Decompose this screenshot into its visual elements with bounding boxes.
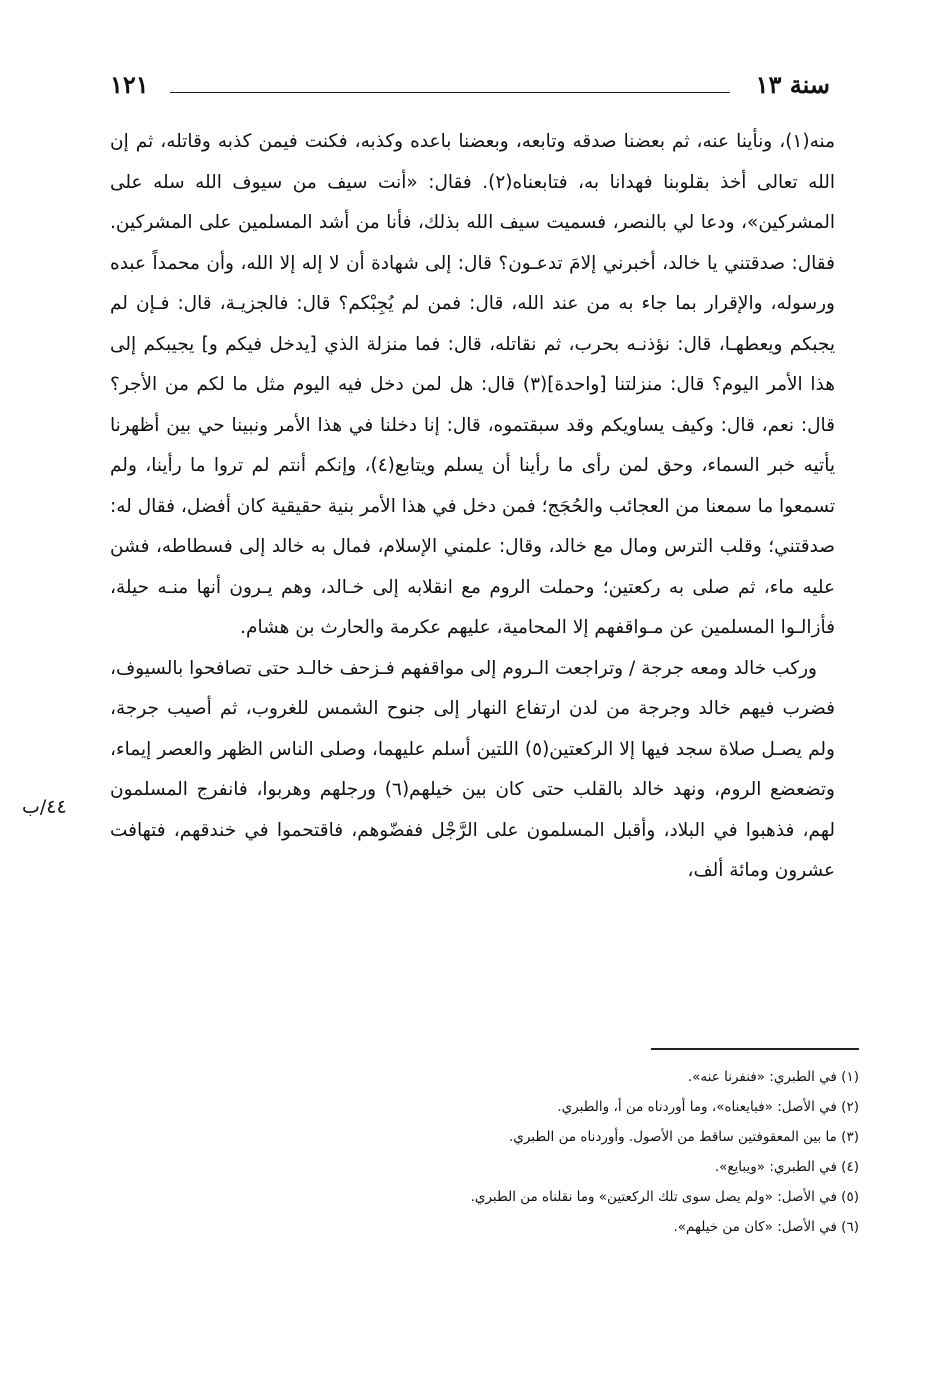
- footnote-6: (٦) في الأصل: «كان من خيلهم».: [673, 1219, 859, 1235]
- header-rule: [170, 92, 730, 93]
- page-number: ١٢١: [110, 70, 149, 99]
- running-head-year: سنة ١٣: [755, 70, 830, 99]
- footnotes: [159, 1062, 859, 1242]
- main-text: [110, 122, 835, 892]
- footnote-3: (٣) ما بين المعقوفتين ساقط من الأصول. وأوردناه من الطبري.: [508, 1129, 859, 1145]
- paragraph-1: منه(١)، ونأينا عنه، ثم بعضنا صدقه وتابعه، وبعضنا باعده وكذبه، فكنت فيمن كذبه وقاتله، ثم إن الله تعالى أخذ بقلوبنا فهدانا به، فتابعناه(٢). فقال: «أنت سيف من سيوف الله سله على المشركين»، ودعا لي بالنصر، فسميت سيف الله بذلك، فأنا من أشد المسلمين على المشركين. فقال: صدقتني يا خالد، أخبرني إلامَ تدعـون؟ قال: إلى شهادة أن لا إله إلا الله، وأن محمداً عبده ورسوله، والإقرار بما جاء به من عند الله، قال: فمن لم يُجِبْكم؟ قال: فالجزيـة، قال: فـإن لم يجبكم ويعطهـا، قال: نؤذنـه بحرب، ثم نقاتله، قال: فما منزلة الذي [يدخل فيكم و] يجيبكم إلى هذا الأمر اليوم؟ قال: منزلتنا [واحدة](٣) قال: هل لمن دخل فيه اليوم مثل ما لكم من الأجر؟ قال: نعم، قال: وكيف يساويكم وقد سبقتموه، قال: إنا دخلنا في هذا الأمر ونبينا حي بين أظهرنا يأتيه خبر السماء، وحق لمن رأى ما رأينا أن يسلم ويتابع(٤)، وإنكم أنتم لم تروا ما رأينا، ولم تسمعوا ما سمعنا من العجائب والحُجَج؛ فمن دخل في هذا الأمر بنية حقيقية كان أفضل، فقال له: صدقتني؛ وقلب الترس ومال مع خالد، وقال: علمني الإسلام، فمال به خالد إلى فسطاطه، فشن عليه ماء، ثم صلى به ركعتين؛ وحملت الروم مع انقلابه إلى خـالد، وهم يـرون أنها منـه حيلة، فأزالـوا المسلمين عن مـواقفهم إلا المحامية، عليهم عكرمة والحارث بن هشام.: [110, 131, 836, 638]
- footnote-4: (٤) في الطبري: «ويبايع».: [714, 1159, 859, 1175]
- manuscript-folio-marker: ٤٤/ب: [22, 796, 67, 818]
- footnote-5: (٥) في الأصل: «ولم يصل سوى تلك الركعتين» وما نقلناه من الطبري.: [470, 1189, 859, 1205]
- running-header: [110, 70, 830, 110]
- footnote-1: (١) في الطبري: «فنفرنا عنه».: [687, 1069, 859, 1085]
- paragraph-2: وركب خالد ومعه جرجة / وتراجعت الـروم إلى مواقفهم فـزحف خالـد حتى تصافحوا بالسيوف، فضرب فيهم خالد وجرجة من لدن ارتفاع النهار إلى جنوح الشمس للغروب، ثم أصيب جرجة، ولم يصـل صلاة سجد فيها إلا الركعتين(٥) اللتين أسلم عليهما، وصلى الناس الظهر والعصر إيماء، وتضعضع الروم، ونهد خالد بالقلب حتى كان بين خيلهم(٦) ورجلهم وهربوا، فانفرج المسلمون لهم، فذهبوا في البلاد، وأقبل المسلمون على الرَّجْل ففضّوهم، فاقتحموا في خندقهم، فتهافت عشرون ومائة ألف،: [110, 657, 835, 881]
- footnote-2: (٢) في الأصل: «فبايعناه»، وما أوردناه من أ، والطبري.: [557, 1099, 859, 1115]
- footnote-separator: [651, 1048, 859, 1050]
